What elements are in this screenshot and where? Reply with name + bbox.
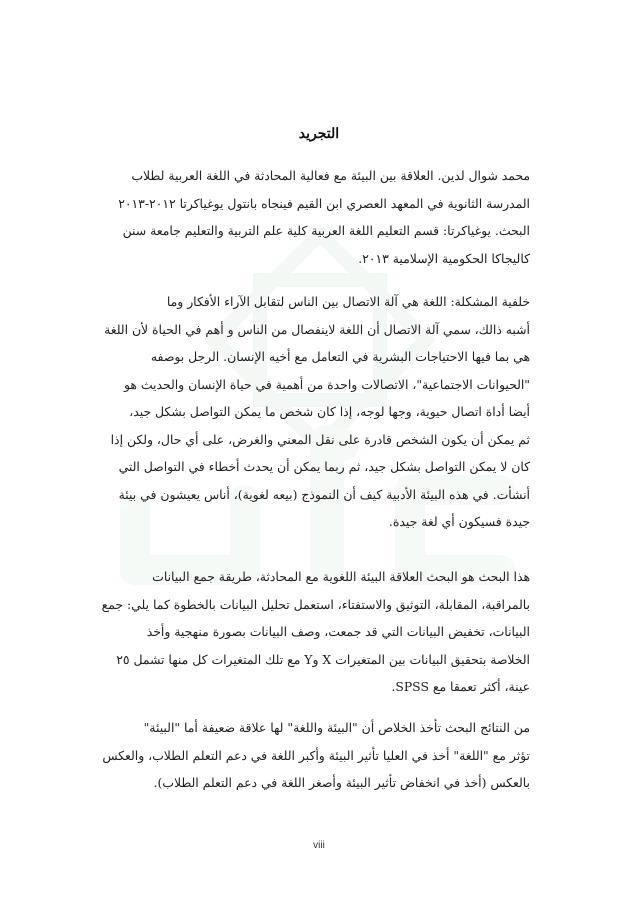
problem-background-paragraph — [104, 288, 530, 536]
paragraph-line: بالعكس (أخذ في انخفاض تأثير البيئة وأصغر اللغة في دعم التعلم الطلاب). — [153, 775, 530, 790]
paragraph-line: هي بما فيها الاحتياجات البشرية في التعامل مع أخيه الإنسان. الرجل بوصفه — [150, 349, 530, 364]
research-results-paragraph — [102, 714, 530, 797]
paragraph-line: أنشأت. في هذه البيئة الأدبية كيف أن النموذج (بيعه لغوية)، أناس يعيشون في بيئة — [118, 486, 530, 502]
paragraph-line: كان لا يمكن التواصل بشكل جيد، ثم ربما يمكن أن يحدث أخطاء في التواصل التي — [118, 459, 530, 474]
paragraph-line: بالمراقبة، المقابلة، التوثيق والاستفتاء، استعمل تحليل البيانات بالخطوة كما يلي: جمع — [101, 596, 530, 612]
paragraph-line: البحث. يوغياكرتا: قسم التعليم اللغة العربية كلية علم التربية والتعليم جامعة سنن — [122, 223, 530, 238]
research-method-paragraph — [101, 563, 530, 701]
paragraph-line: ثم يمكن أن يكون الشخص قادرة على نقل المعني والغرض، على أي حال، ولكن إذا — [110, 431, 530, 447]
paragraph-line: من النتائج البحث تأخذ الخلاص أن "البيئة واللغة" لها علاقة ضعيفة أما "البيئة" — [143, 720, 530, 735]
paragraph-line: عينة، أكثر تعمقا مع SPSS. — [391, 679, 530, 694]
paragraph-line: هذا البحث هو البحث العلاقة البيئة اللغوية مع المحادثة، طريقة جمع البيانات — [152, 569, 530, 584]
paragraph-line: كاليجاكا الحكومية الإسلامية ٢٠١٣. — [358, 250, 530, 266]
paragraph-line: المدرسة الثانوية في المعهد العصري ابن القيم فينجاه بانتول يوغياكرتا ٢٠١٢-٢٠١٣ — [118, 195, 530, 211]
paragraph-line: أشبه ذالك، سمي آلة الاتصال أن اللغة لاينفصال من الناس و أهم في الحياة لأن اللغة — [104, 321, 530, 337]
paragraph-line: جيدة فسيكون أي لغة جيدة. — [388, 514, 530, 529]
bibliographic-header-paragraph — [118, 162, 530, 272]
paragraph-line: "الحيوانات الاجتماعية"، الاتصالات واحدة من أهمية في حياة الإنسان والحديث هو — [123, 376, 530, 392]
paragraph-line: أيضا أداة اتصال حيوية، وجها لوجه، إذا كان شخص ما يمكن التواصل بشكل جيد، — [129, 404, 530, 419]
paragraph-line: البيانات، تخفيض البيانات التي قد جمعت، وصف البيانات بصورة منهجية وأخذ — [146, 624, 530, 639]
abstract-title: التجريد — [298, 126, 340, 142]
paragraph-line: الخلاصة بتحقيق البيانات بين المتغيرات X وY مع تلك المتغيرات كل منها تشمل ٢٥ — [116, 651, 530, 667]
page-number: viii — [313, 840, 325, 851]
paragraph-line: خلفية المشكلة: اللغة هي آلة الاتصال بين الناس لتقابل الآراء الأفكار وما — [166, 294, 530, 309]
paragraph-line: محمد شوال لدين. العلاقة بين البيئة مع فعالية المحادثة في اللغة العربية لطلاب — [131, 168, 530, 183]
paragraph-line: تؤثر مع "اللغة" أخذ في العليا تأثير البيئة وأكبر اللغة في دعم التعلم الطلاب، والعكس — [102, 747, 530, 763]
